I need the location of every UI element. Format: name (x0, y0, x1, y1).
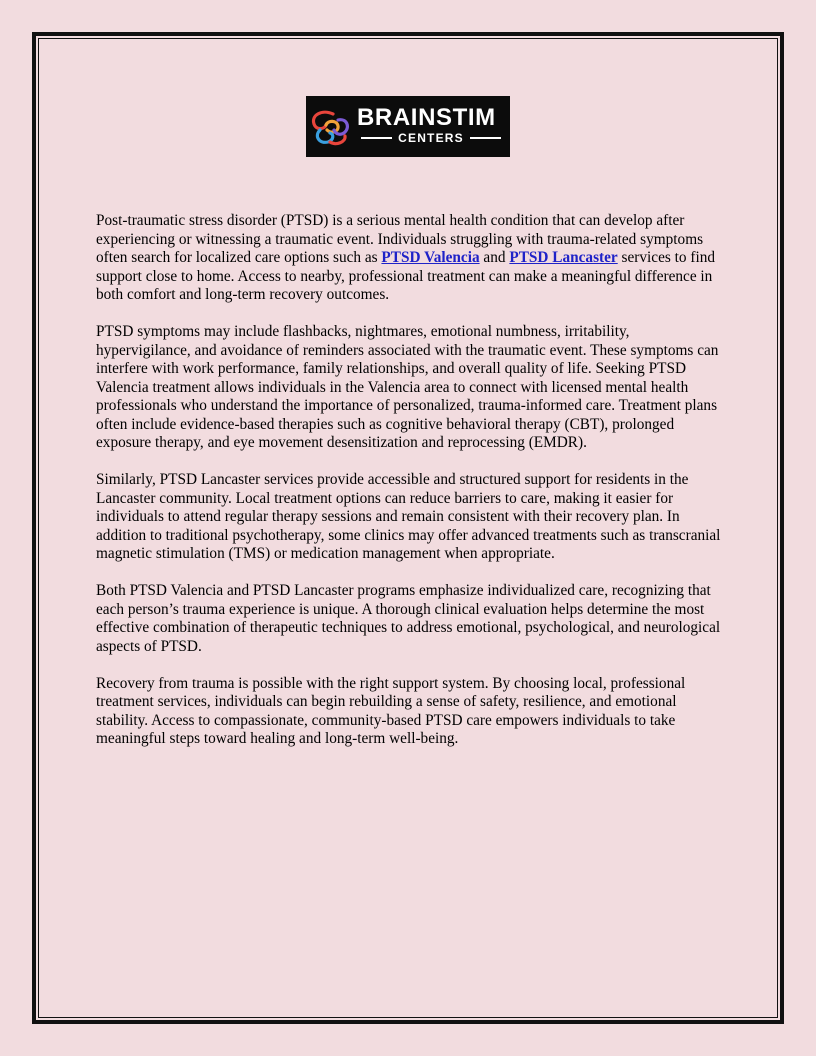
paragraph-intro-text-1: Post-traumatic stress disorder (PTSD) is a serious mental health condition that can develop after experiencing or witnessing a traumatic event. Individuals struggling with trauma-related symptoms often search for localized care options such as (96, 212, 704, 266)
logo-sub-text: CENTERS (398, 131, 464, 145)
paragraph-symptoms: PTSD symptoms may include flashbacks, nightmares, emotional numbness, irritability, hypervigilance, and avoidance of reminders associated with the traumatic event. These symptoms can interfere with work performance, family relationships, and overall quality of life. Seeking PTSD Valencia treatment allows individuals in the Valencia area to connect with licensed mental health professionals who understand the importance of personalized, trauma-informed care. Treatment plans often include evidence-based therapies such as cognitive behavioral therapy (CBT), prolonged exposure therapy, and eye movement desensitization and reprocessing (EMDR). (96, 323, 719, 451)
paragraph-intro (96, 212, 722, 305)
logo-rule-left (361, 137, 392, 139)
paragraph-recovery: Recovery from trauma is possible with the right support system. By choosing local, professional treatment services, individuals can begin rebuilding a sense of safety, resilience, and emotional stability. Access to compassionate, community-based PTSD care empowers individuals to take meaningful steps toward healing and long-term well-being. (96, 674, 686, 747)
ptsd-valencia-link[interactable]: PTSD Valencia (381, 249, 480, 266)
paragraph-lancaster: Similarly, PTSD Lancaster services provide accessible and structured support for residents in the Lancaster community. Local treatment options can reduce barriers to care, making it easier for individuals to attend regular therapy sessions and remain consistent with their recovery plan. In addition to traditional psychotherapy, some clinics may offer advanced treatments such as transcranial magnetic stimulation (TMS) or medication management when appropriate. (96, 471, 721, 562)
brainstim-logo (306, 96, 510, 157)
paragraph-intro-text-2: and (479, 249, 510, 266)
logo-subtitle (361, 131, 501, 145)
logo-rule-right (470, 137, 501, 139)
article-body (96, 212, 722, 767)
logo-brand-text: BRAINSTIM (357, 104, 496, 131)
paragraph-individualized-care: Both PTSD Valencia and PTSD Lancaster programs emphasize individualized care, recognizing that each person’s trauma experience is unique. A thorough clinical evaluation helps determine the most effective combination of therapeutic techniques to address emotional, psychological, and neurological aspects of PTSD. (96, 582, 721, 655)
paragraph-intro-text-3: services to find support close to home. Access to nearby, professional treatment can make a meaningful difference in both comfort and long-term recovery outcomes. (96, 249, 715, 303)
brain-swirl-logo-icon (306, 96, 356, 157)
ptsd-lancaster-link[interactable]: PTSD Lancaster (509, 249, 618, 266)
